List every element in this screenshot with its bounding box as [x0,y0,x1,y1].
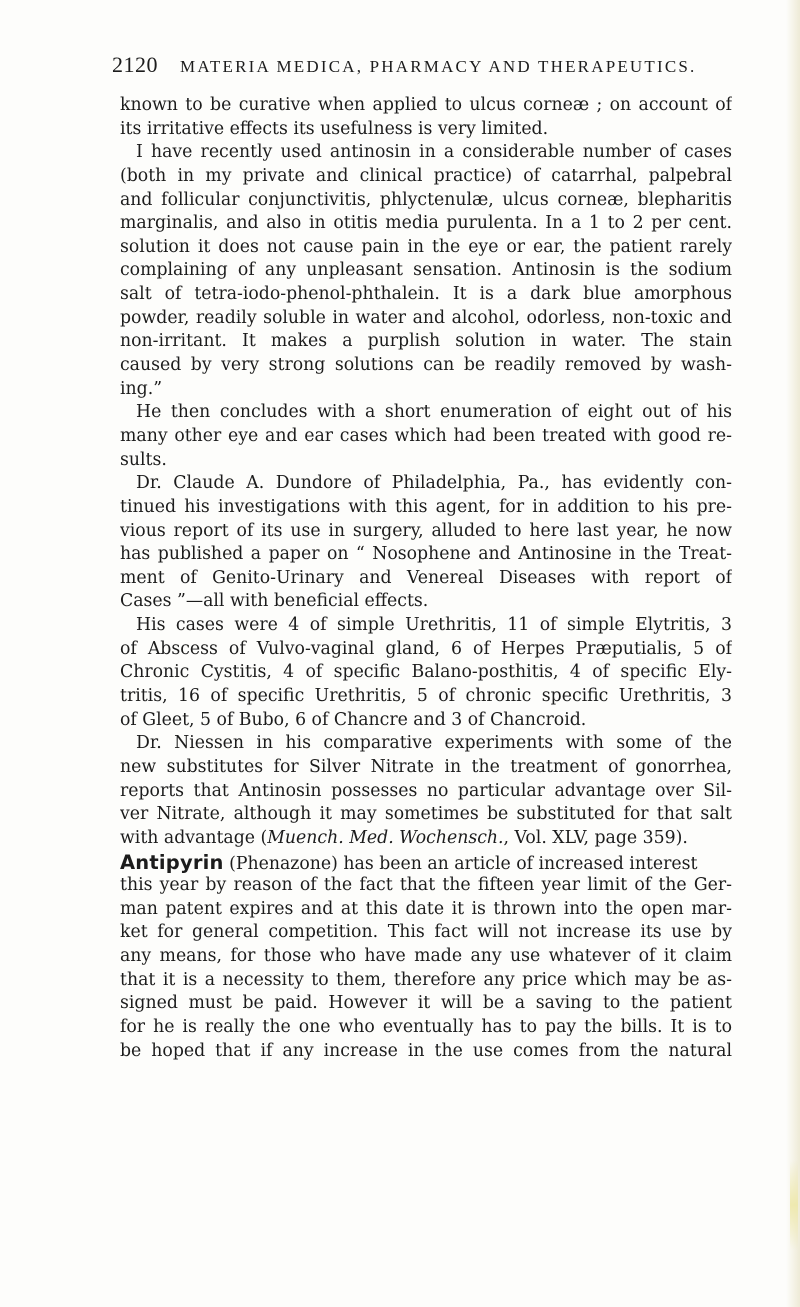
citation-line [120,827,732,851]
text-line: marginalis, and also in otitis media purulenta. In a 1 to 2 per cent. [120,213,732,234]
text-line: known to be curative when applied to ulcus corneæ ; on account of [120,95,732,115]
citation-prefix: with advantage ( [120,827,268,848]
text-line: tritis, 16 of specific Urethritis, 5 of chronic specific Urethritis, 3 [120,686,732,707]
text-line: salt of tetra-iodo-phenol-phthalein. It is a dark blue amorphous [120,284,732,305]
text-line: signed must be paid. However it will be a saving to the patient [120,993,732,1014]
antipyrin-heading: Antipyrin [120,850,224,874]
text-line: and follicular conjunctivitis, phlyctenulæ, ulcus corneæ, blepharitis [120,189,732,210]
text-line: ver Nitrate, although it may sometimes be substituted for that salt [120,804,732,825]
text-line: caused by very strong solutions can be readily removed by wash- [120,355,732,376]
text-line: of Abscess of Vulvo-vaginal gland, 6 of Herpes Præputialis, 5 of [120,638,732,659]
text-line: tinued his investigations with this agent, for in addition to his pre- [120,496,732,517]
text-line: non-irritant. It makes a purplish solution in water. The stain [120,331,732,352]
text-line: for he is really the one who eventually has to pay the bills. It is to [120,1016,732,1037]
text-line: ing.” [120,378,163,399]
text-line: new substitutes for Silver Nitrate in the treatment of gonorrhea, [120,756,732,777]
text-line: man patent expires and at this date it is thrown into the open mar- [120,898,732,919]
body-text [120,94,732,1063]
text-line: ket for general competition. This fact will not increase its use by [120,922,732,943]
text-line: reports that Antinosin possesses no particular advantage over Sil- [120,780,732,801]
citation-journal: Muench. Med. Wochensch. [267,827,504,848]
text-line: be hoped that if any increase in the use comes from the natural [120,1040,732,1061]
text-line: many other eye and ear cases which had been treated with good re- [120,425,732,446]
text-line: vious report of its use in surgery, alluded to here last year, he now [120,520,732,541]
text-line: complaining of any unpleasant sensation. Antinosin is the sodium [120,260,732,281]
text-line: I have recently used antinosin in a considerable number of cases [136,142,732,163]
antipyrin-line [120,851,732,875]
text-line: any means, for those who have made any use whatever of it claim [120,946,732,967]
text-line: (both in my private and clinical practice) of catarrhal, palpebral [120,165,732,186]
text-line: that it is a necessity to them, therefore any price which may be as- [120,969,732,990]
text-line: this year by reason of the fact that the fifteen year limit of the Ger- [120,875,732,896]
citation-suffix: , Vol. XLV, page 359). [503,827,688,848]
text-line: its irritative effects its usefulness is very limited. [120,118,549,139]
antipyrin-line-rest: (Phenazone) has been an article of increased interest [223,853,698,874]
text-line: has published a paper on “ Nosophene and Antinosine in the Treat- [120,544,732,565]
text-line: powder, readily soluble in water and alcohol, odorless, non-toxic and [120,307,732,328]
text-line: His cases were 4 of simple Urethritis, 11 of simple Elytritis, 3 [136,615,732,636]
page-edge-shadow [786,0,800,1307]
text-line: of Gleet, 5 of Bubo, 6 of Chancre and 3 of Chancroid. [120,709,587,730]
running-title: MATERIA MEDICA, PHARMACY AND THERAPEUTICS. [180,57,697,76]
text-line: Cases ”—all with beneficial effects. [120,591,429,612]
text-line: ment of Genito-Urinary and Venereal Diseases with report of [120,567,732,588]
text-line: He then concludes with a short enumeration of eight out of his [136,402,732,423]
text-line: solution it does not cause pain in the eye or ear, the patient rarely [120,236,732,257]
text-line: sults. [120,449,167,470]
text-line: Chronic Cystitis, 4 of specific Balano-posthitis, 4 of specific Ely- [120,662,732,683]
text-line: Dr. Claude A. Dundore of Philadelphia, Pa., has evidently con- [136,473,732,494]
page-edge-stain [790,1160,798,1250]
running-head [112,52,732,82]
text-line: Dr. Niessen in his comparative experiments with some of the [136,733,732,754]
page-number: 2120 [112,52,158,77]
